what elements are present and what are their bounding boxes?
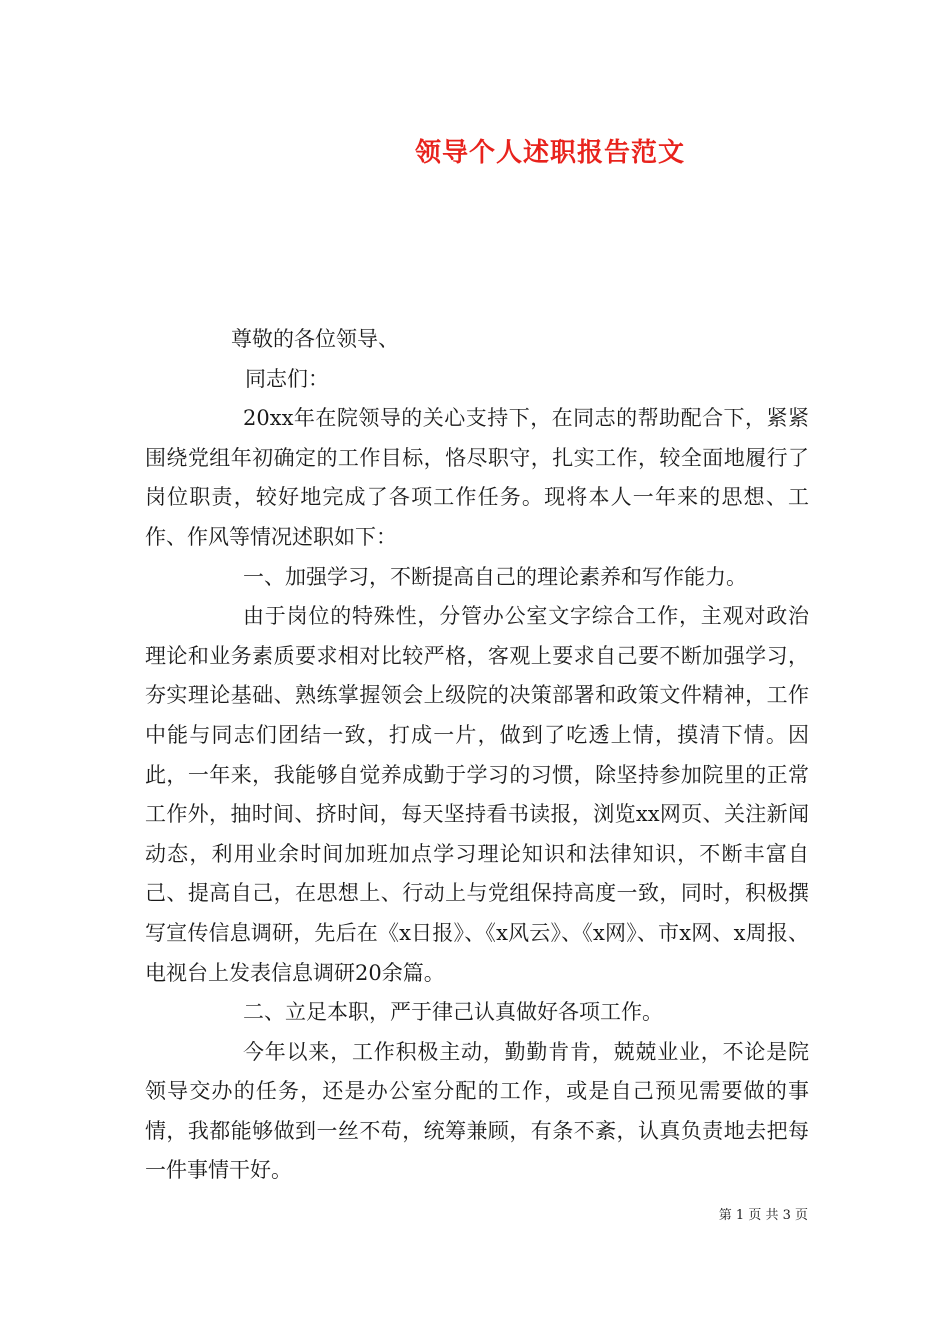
section-heading-2: 二、立足本职，严于律己认真做好各项工作。	[243, 1000, 663, 1025]
page-number: 第 1 页 共 3 页	[718, 1208, 808, 1223]
salutation-line-2: 同志们：	[245, 366, 329, 391]
intro-paragraph: 20xx年在院领导的关心支持下，在同志的帮助配合下，紧紧围绕党组年初确定的工作目标，恪尽职守，扎实工作，较全面地履行了岗位职责，较好地完成了各项工作任务。现将本人一年来的思想、工作、作风等情况述职如下：	[145, 406, 809, 549]
document-body	[145, 320, 809, 1191]
document-title: 领导个人述职报告范文	[414, 138, 685, 168]
section-heading-1: 一、加强学习，不断提高自己的理论素养和写作能力。	[243, 564, 747, 589]
salutation-line-1: 尊敬的各位领导、	[231, 327, 399, 351]
section-1-paragraph: 由于岗位的特殊性，分管办公室文字综合工作，主观对政治理论和业务素质要求相对比较严格，客观上要求自己要不断加强学习，夯实理论基础、熟练掌握领会上级院的决策部署和政策文件精神，工作中能与同志们团结一致，打成一片，做到了吃透上情，摸清下情。因此，一年来，我能够自觉养成勤于学习的习惯，除坚持参加院里的正常工作外，抽时间、挤时间，每天坚持看书读报，浏览xx网页、关注新闻动态，利用业余时间加班加点学习理论知识和法律知识，不断丰富自己、提高自己，在思想上、行动上与党组保持高度一致，同时，积极撰写宣传信息调研，先后在《x日报》、《x风云》、《x网》、市x网、x周报、电视台上发表信息调研20余篇。	[145, 604, 809, 985]
section-2-paragraph: 今年以来，工作积极主动，勤勤肯肯，兢兢业业，不论是院领导交办的任务，还是办公室分配的工作，或是自己预见需要做的事情，我都能够做到一丝不苟，统筹兼顾，有条不紊，认真负责地去把每一件事情干好。	[145, 1039, 809, 1183]
